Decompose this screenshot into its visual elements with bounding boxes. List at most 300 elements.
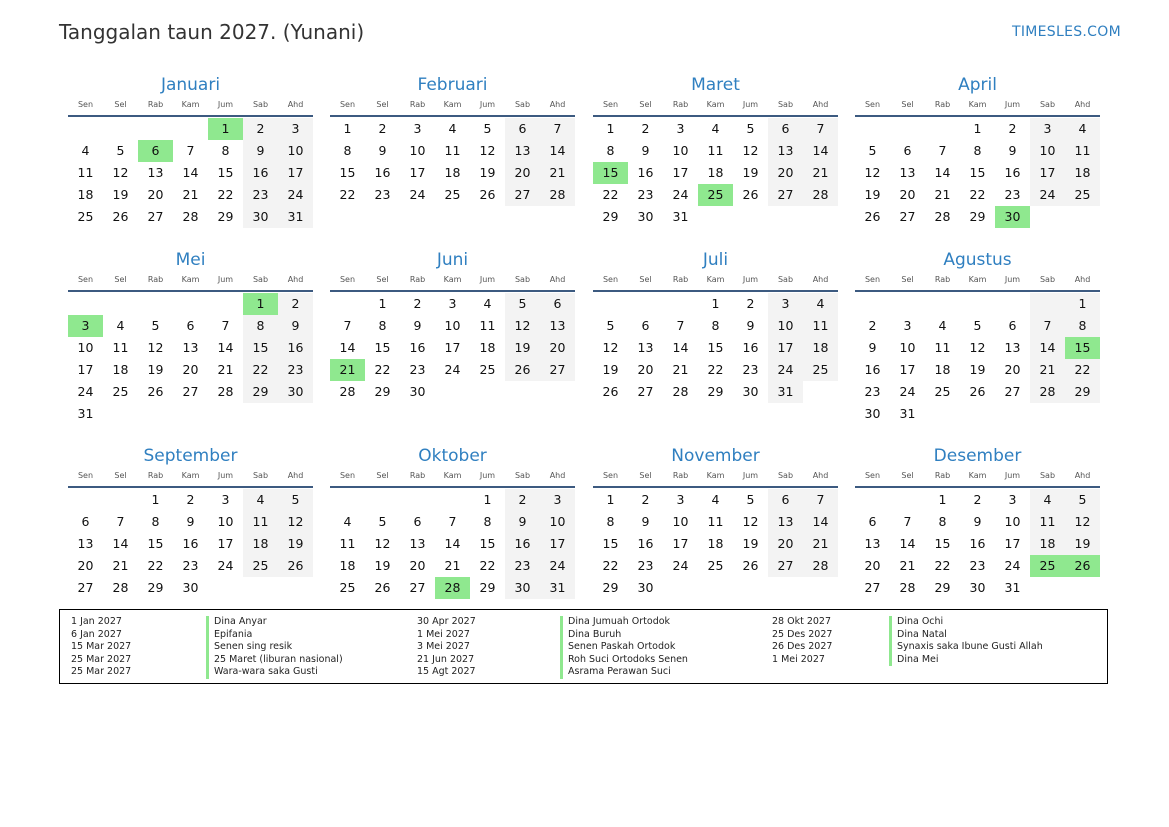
day-cell: 27 <box>182 384 199 399</box>
weekday-label: Sen <box>77 275 94 284</box>
day-cell: 31 <box>768 381 803 403</box>
weekday-header <box>68 99 313 117</box>
weekday-header <box>855 274 1100 292</box>
day-cell: 23 <box>742 362 759 377</box>
day-cell: 9 <box>746 318 755 333</box>
days-grid <box>593 293 838 403</box>
day-cell: 30 <box>637 580 654 595</box>
legend-holiday-name: Synaxis saka Ibune Gusti Allah <box>889 641 1043 654</box>
weekday-label: Sel <box>901 471 914 480</box>
weekday-label: Ahd <box>1074 275 1091 284</box>
weekday-label: Jum <box>1004 275 1021 284</box>
day-cell: 5 <box>606 318 615 333</box>
day-cell: 19 <box>864 187 881 202</box>
day-cell: 23 <box>374 187 391 202</box>
day-cell: 28 <box>182 209 199 224</box>
legend-date: 25 Mar 2027 <box>71 653 132 665</box>
legend-date: 15 Mar 2027 <box>71 641 132 652</box>
legend-date: 1 Mei 2027 <box>417 628 470 640</box>
day-cell: 24 <box>1004 558 1021 573</box>
weekday-label: Sel <box>114 275 127 284</box>
days-grid <box>593 489 838 599</box>
weekday-label: Sab <box>777 471 794 480</box>
day-cell: 14 <box>444 536 461 551</box>
day-cell: 19 <box>742 165 759 180</box>
legend-date: 28 Okt 2027 <box>772 616 832 627</box>
day-cell: 26 <box>742 558 759 573</box>
legend-holiday-name: Dina Buruh <box>560 629 688 642</box>
legend-date: 30 Apr 2027 <box>417 616 476 627</box>
day-cell: 24 <box>768 359 803 381</box>
weekday-label: Jum <box>1004 471 1021 480</box>
day-cell: 17 <box>217 536 234 551</box>
day-cell: 23 <box>864 384 881 399</box>
day-cell: 19 <box>374 558 391 573</box>
day-cell: 31 <box>77 406 94 421</box>
weekday-label: Sab <box>777 275 794 284</box>
day-cell: 22 <box>934 558 951 573</box>
day-cell: 5 <box>278 489 313 511</box>
day-cell: 4 <box>803 293 838 315</box>
day-cell: 5 <box>868 143 877 158</box>
legend-holiday-name: Senen Paskah Ortodok <box>560 641 688 654</box>
day-cell: 19 <box>602 362 619 377</box>
day-cell: 2 <box>868 318 877 333</box>
day-cell: 18 <box>339 558 356 573</box>
day-cell: 18 <box>243 533 278 555</box>
day-cell: 15 <box>147 536 164 551</box>
day-cell: 1 <box>483 492 492 507</box>
day-cell: 24 <box>540 555 575 577</box>
weekday-header <box>855 99 1100 117</box>
day-cell: 16 <box>969 536 986 551</box>
empty-cell <box>330 293 365 315</box>
day-cell: 13 <box>899 165 916 180</box>
day-cell: 29 <box>969 209 986 224</box>
empty-cell <box>68 118 103 140</box>
weekday-label: Kam <box>181 100 200 109</box>
day-cell: 16 <box>505 533 540 555</box>
weekday-label: Kam <box>706 100 725 109</box>
weekday-label: Jum <box>217 275 234 284</box>
day-cell: 14 <box>217 340 234 355</box>
holiday-day-cell: 26 <box>1065 555 1100 577</box>
day-cell: 17 <box>672 165 689 180</box>
day-cell: 18 <box>1065 162 1100 184</box>
weekday-label: Kam <box>706 471 725 480</box>
day-cell: 14 <box>934 165 951 180</box>
legend-holiday-name: Dina Mei <box>889 654 1043 667</box>
day-cell: 2 <box>505 489 540 511</box>
day-cell: 14 <box>803 511 838 533</box>
day-cell: 4 <box>483 296 492 311</box>
day-cell: 31 <box>899 406 916 421</box>
day-cell: 30 <box>278 381 313 403</box>
day-cell: 15 <box>934 536 951 551</box>
day-cell: 14 <box>1030 337 1065 359</box>
legend-holiday-name: Dina Jumuah Ortodok <box>560 616 688 629</box>
weekday-label: Kam <box>181 275 200 284</box>
day-cell: 18 <box>1030 533 1065 555</box>
holiday-day-cell: 25 <box>698 184 733 206</box>
day-cell: 7 <box>676 318 685 333</box>
day-cell: 28 <box>540 184 575 206</box>
month-name: Juli <box>702 250 729 270</box>
day-cell: 22 <box>479 558 496 573</box>
weekday-label: Rab <box>409 471 426 480</box>
day-cell: 8 <box>1065 315 1100 337</box>
day-cell: 12 <box>505 315 540 337</box>
weekday-label: Sen <box>602 100 619 109</box>
holiday-day-cell: 6 <box>138 140 173 162</box>
holiday-day-cell: 15 <box>1065 337 1100 359</box>
day-cell: 3 <box>903 318 912 333</box>
day-cell: 13 <box>147 165 164 180</box>
holiday-day-cell: 1 <box>243 293 278 315</box>
weekday-label: Sel <box>901 275 914 284</box>
day-cell: 13 <box>77 536 94 551</box>
day-cell: 11 <box>934 340 951 355</box>
day-cell: 7 <box>221 318 230 333</box>
day-cell: 5 <box>505 293 540 315</box>
day-cell: 11 <box>1065 140 1100 162</box>
day-cell: 25 <box>243 555 278 577</box>
weekday-label: Jum <box>1004 100 1021 109</box>
weekday-label: Rab <box>409 275 426 284</box>
day-cell: 28 <box>1030 381 1065 403</box>
day-cell: 16 <box>374 165 391 180</box>
day-cell: 31 <box>278 206 313 228</box>
day-cell: 11 <box>243 511 278 533</box>
holiday-day-cell: 1 <box>208 118 243 140</box>
day-cell: 20 <box>864 558 881 573</box>
legend-names-col-3 <box>889 616 1043 666</box>
day-cell: 15 <box>217 165 234 180</box>
day-cell: 9 <box>505 511 540 533</box>
days-grid <box>68 489 313 599</box>
holiday-day-cell: 15 <box>593 162 628 184</box>
day-cell: 9 <box>641 143 650 158</box>
month-februari <box>330 74 575 206</box>
day-cell: 21 <box>444 558 461 573</box>
weekday-label: Sab <box>514 100 531 109</box>
weekday-header <box>68 274 313 292</box>
day-cell: 13 <box>409 536 426 551</box>
weekday-label: Ahd <box>549 100 566 109</box>
day-cell: 11 <box>77 165 94 180</box>
day-cell: 12 <box>278 511 313 533</box>
day-cell: 17 <box>1030 162 1065 184</box>
month-september <box>68 445 313 599</box>
day-cell: 10 <box>672 143 689 158</box>
empty-cell <box>960 293 995 315</box>
empty-cell <box>855 293 890 315</box>
day-cell: 11 <box>479 318 496 333</box>
day-cell: 20 <box>77 558 94 573</box>
day-cell: 27 <box>768 184 803 206</box>
day-cell: 1 <box>606 121 615 136</box>
day-cell: 20 <box>147 187 164 202</box>
day-cell: 29 <box>707 384 724 399</box>
day-cell: 30 <box>742 384 759 399</box>
day-cell: 4 <box>343 514 352 529</box>
day-cell: 21 <box>182 187 199 202</box>
day-cell: 23 <box>278 359 313 381</box>
day-cell: 30 <box>409 384 426 399</box>
day-cell: 25 <box>707 558 724 573</box>
day-cell: 10 <box>409 143 426 158</box>
weekday-label: Sen <box>864 275 881 284</box>
day-cell: 10 <box>540 511 575 533</box>
holiday-day-cell: 28 <box>435 577 470 599</box>
day-cell: 21 <box>1030 359 1065 381</box>
day-cell: 4 <box>81 143 90 158</box>
day-cell: 3 <box>413 121 422 136</box>
day-cell: 29 <box>243 381 278 403</box>
day-cell: 9 <box>278 315 313 337</box>
day-cell: 6 <box>868 514 877 529</box>
day-cell: 12 <box>742 514 759 529</box>
day-cell: 7 <box>116 514 125 529</box>
day-cell: 4 <box>116 318 125 333</box>
holiday-legend <box>59 609 1108 684</box>
month-juni <box>330 249 575 403</box>
day-cell: 27 <box>540 359 575 381</box>
day-cell: 23 <box>182 558 199 573</box>
weekday-label: Sab <box>1039 275 1056 284</box>
day-cell: 7 <box>343 318 352 333</box>
weekday-label: Sel <box>376 100 389 109</box>
weekday-label: Sen <box>339 275 356 284</box>
day-cell: 25 <box>1065 184 1100 206</box>
day-cell: 13 <box>768 511 803 533</box>
weekday-label: Sel <box>639 275 652 284</box>
day-cell: 18 <box>707 536 724 551</box>
weekday-label: Jum <box>742 471 759 480</box>
day-cell: 22 <box>374 362 391 377</box>
day-cell: 21 <box>540 162 575 184</box>
day-cell: 16 <box>637 165 654 180</box>
weekday-label: Rab <box>147 275 164 284</box>
weekday-header <box>68 470 313 488</box>
day-cell: 29 <box>602 209 619 224</box>
day-cell: 16 <box>1004 165 1021 180</box>
day-cell: 24 <box>1030 184 1065 206</box>
day-cell: 20 <box>505 162 540 184</box>
legend-date: 1 Jan 2027 <box>71 616 122 627</box>
day-cell: 1 <box>973 121 982 136</box>
weekday-label: Ahd <box>1074 100 1091 109</box>
day-cell: 18 <box>112 362 129 377</box>
day-cell: 16 <box>278 337 313 359</box>
empty-cell <box>925 118 960 140</box>
day-cell: 15 <box>969 165 986 180</box>
weekday-header <box>330 274 575 292</box>
weekday-label: Sel <box>376 275 389 284</box>
legend-date: 26 Des 2027 <box>772 641 833 652</box>
day-cell: 28 <box>803 184 838 206</box>
month-november <box>593 445 838 599</box>
weekday-label: Kam <box>181 471 200 480</box>
day-cell: 5 <box>378 514 387 529</box>
legend-date: 21 Jun 2027 <box>417 653 475 665</box>
month-name: Desember <box>933 446 1022 466</box>
day-cell: 16 <box>637 536 654 551</box>
day-cell: 7 <box>540 118 575 140</box>
legend-names-col-1 <box>206 616 343 679</box>
day-cell: 5 <box>973 318 982 333</box>
day-cell: 2 <box>1008 121 1017 136</box>
weekday-label: Sel <box>114 100 127 109</box>
day-cell: 30 <box>243 206 278 228</box>
day-cell: 1 <box>711 296 720 311</box>
day-cell: 27 <box>409 580 426 595</box>
day-cell: 12 <box>112 165 129 180</box>
empty-cell <box>628 293 663 315</box>
month-name: Maret <box>691 75 740 95</box>
holiday-day-cell: 30 <box>995 206 1030 228</box>
day-cell: 22 <box>147 558 164 573</box>
brand-link[interactable]: TIMESLES.COM <box>1012 24 1121 40</box>
days-grid <box>593 118 838 228</box>
day-cell: 16 <box>182 536 199 551</box>
weekday-label: Rab <box>672 275 689 284</box>
weekday-label: Rab <box>147 471 164 480</box>
day-cell: 8 <box>711 318 720 333</box>
day-cell: 14 <box>672 340 689 355</box>
day-cell: 22 <box>707 362 724 377</box>
day-cell: 8 <box>343 143 352 158</box>
day-cell: 25 <box>339 580 356 595</box>
month-name: Agustus <box>943 250 1012 270</box>
day-cell: 14 <box>540 140 575 162</box>
day-cell: 14 <box>899 536 916 551</box>
weekday-label: Kam <box>968 100 987 109</box>
day-cell: 17 <box>899 362 916 377</box>
empty-cell <box>208 293 243 315</box>
weekday-label: Jum <box>479 275 496 284</box>
weekday-label: Jum <box>217 471 234 480</box>
day-cell: 8 <box>378 318 387 333</box>
day-cell: 20 <box>768 162 803 184</box>
day-cell: 16 <box>742 340 759 355</box>
empty-cell <box>995 293 1030 315</box>
empty-cell <box>365 489 400 511</box>
legend-holiday-name: Epifania <box>206 629 343 642</box>
day-cell: 25 <box>934 384 951 399</box>
day-cell: 11 <box>112 340 129 355</box>
day-cell: 12 <box>147 340 164 355</box>
day-cell: 7 <box>186 143 195 158</box>
day-cell: 28 <box>934 209 951 224</box>
weekday-label: Ahd <box>812 275 829 284</box>
day-cell: 8 <box>973 143 982 158</box>
empty-cell <box>593 293 628 315</box>
weekday-label: Sen <box>339 471 356 480</box>
weekday-label: Rab <box>147 100 164 109</box>
day-cell: 9 <box>868 340 877 355</box>
day-cell: 10 <box>768 315 803 337</box>
page-title: Tanggalan taun 2027. (Yunani) <box>59 20 365 44</box>
holiday-day-cell: 25 <box>1030 555 1065 577</box>
legend-date: 25 Des 2027 <box>772 628 833 640</box>
day-cell: 26 <box>602 384 619 399</box>
month-mei <box>68 249 313 425</box>
day-cell: 25 <box>444 187 461 202</box>
day-cell: 16 <box>864 362 881 377</box>
legend-date: 1 Mei 2027 <box>772 653 825 665</box>
weekday-label: Sel <box>376 471 389 480</box>
day-cell: 23 <box>969 558 986 573</box>
weekday-label: Rab <box>672 471 689 480</box>
day-cell: 13 <box>505 140 540 162</box>
day-cell: 28 <box>217 384 234 399</box>
day-cell: 1 <box>343 121 352 136</box>
days-grid <box>330 293 575 403</box>
day-cell: 2 <box>641 492 650 507</box>
day-cell: 26 <box>864 209 881 224</box>
day-cell: 29 <box>147 580 164 595</box>
day-cell: 14 <box>339 340 356 355</box>
day-cell: 10 <box>1004 514 1021 529</box>
legend-holiday-name: Asrama Perawan Suci <box>560 666 688 679</box>
empty-cell <box>138 118 173 140</box>
day-cell: 10 <box>278 140 313 162</box>
day-cell: 20 <box>1004 362 1021 377</box>
day-cell: 19 <box>147 362 164 377</box>
weekday-label: Sen <box>864 471 881 480</box>
day-cell: 24 <box>672 558 689 573</box>
weekday-label: Sab <box>777 100 794 109</box>
empty-cell <box>173 118 208 140</box>
day-cell: 29 <box>479 580 496 595</box>
month-name: Oktober <box>418 446 487 466</box>
day-cell: 17 <box>77 362 94 377</box>
weekday-label: Sen <box>77 100 94 109</box>
day-cell: 23 <box>637 558 654 573</box>
day-cell: 19 <box>505 337 540 359</box>
day-cell: 2 <box>641 121 650 136</box>
day-cell: 29 <box>217 209 234 224</box>
day-cell: 26 <box>742 187 759 202</box>
day-cell: 3 <box>278 118 313 140</box>
legend-date: 6 Jan 2027 <box>71 628 122 640</box>
weekday-label: Kam <box>443 275 462 284</box>
day-cell: 17 <box>1004 536 1021 551</box>
day-cell: 19 <box>112 187 129 202</box>
month-juli <box>593 249 838 403</box>
day-cell: 5 <box>1065 489 1100 511</box>
day-cell: 20 <box>899 187 916 202</box>
day-cell: 4 <box>448 121 457 136</box>
day-cell: 5 <box>483 121 492 136</box>
days-grid <box>68 118 313 228</box>
month-agustus <box>855 249 1100 425</box>
day-cell: 26 <box>969 384 986 399</box>
legend-dates-col-2 <box>417 616 476 679</box>
day-cell: 21 <box>217 362 234 377</box>
day-cell: 3 <box>448 296 457 311</box>
month-januari <box>68 74 313 228</box>
day-cell: 6 <box>1008 318 1017 333</box>
day-cell: 18 <box>77 187 94 202</box>
month-name: Februari <box>417 75 488 95</box>
day-cell: 19 <box>479 165 496 180</box>
day-cell: 27 <box>505 184 540 206</box>
day-cell: 18 <box>707 165 724 180</box>
day-cell: 26 <box>147 384 164 399</box>
day-cell: 12 <box>969 340 986 355</box>
